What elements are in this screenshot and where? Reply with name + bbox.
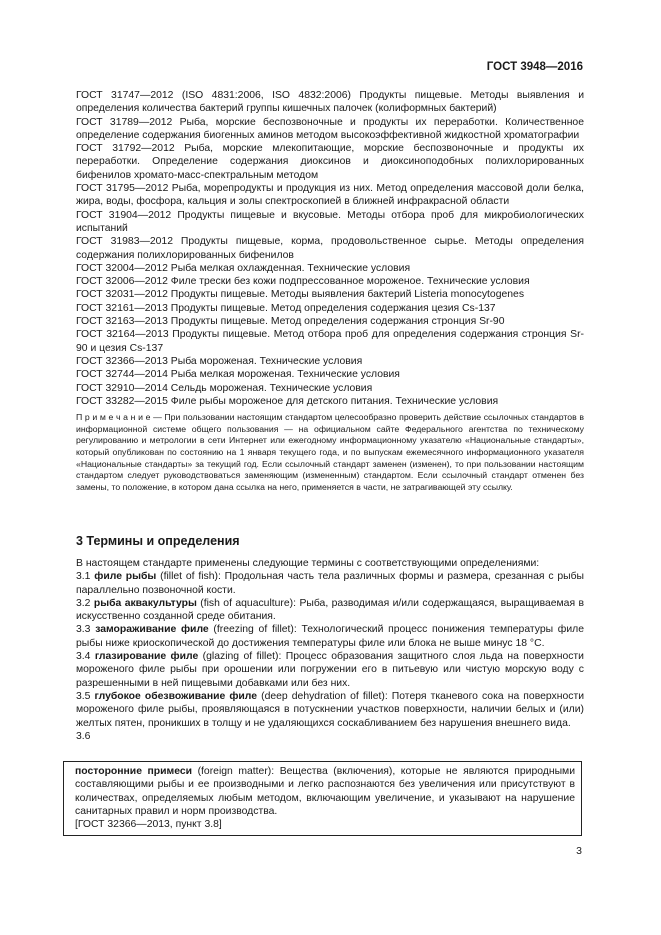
document-id-header: ГОСТ 3948—2016 — [486, 61, 583, 73]
reference-text: ГОСТ 32163—2013 Продукты пищевые. Метод определения содержания стронция Sr-90 — [76, 316, 505, 328]
term-english: (fish of aquaculture): — [196, 597, 300, 609]
term-english: (glazing of fillet): — [198, 651, 286, 663]
term-definition: Процесс образования защитного слоя льда на поверхности мороженого филе рыбы при орошении или погружении его в питьевую или чистую морскую воду с разрешенными в ней пищевыми добавками или без них. — [76, 651, 584, 689]
reference-item — [76, 368, 584, 381]
normative-references-list — [76, 89, 584, 493]
term-english: (fillet of fish): — [156, 571, 225, 583]
section-title: 3 Термины и определения — [76, 534, 240, 548]
term-name: глубокое обезвоживание филе — [94, 690, 258, 702]
note-text: — При пользовании настоящим стандартом целесообразно проверить действие ссылочных стандартов в информационной системе общего пользования — на официальном сайте Федерального агентства по техническому регулированию и метрологии в сети Интернет или ежегодному информационному указателю «Национальные стандарты», который опубликован по состоянию на 1 января текущего года, и по выпускам ежемесячного информационного указателя «Национальные стандарты» за текущий год. Если ссылочный стандарт заменен (изменен), то при пользовании настоящим стандартом следует руководствоваться заменяющим (измененным) стандартом. Если ссылочный стандарт отменен без замены, то положение, в котором дана ссылка на него, применяется в части, не затрагивающей эту ссылку. — [76, 412, 584, 492]
reference-text: ГОСТ 31795—2012 Рыба, морепродукты и продукция из них. Метод определения массовой доли белка, жира, воды, фосфора, кальция и золы спектроскопией в ближней инфракрасной области — [76, 183, 584, 208]
term-definition: Потеря тканевого сока на поверхности мороженого филе рыбы, проявляющаяся в потускнении участков поверхности, наличии белых и (или) желтых пятен, проникших в толщу и не удаляющихся соскабливанием без нарушения внешнего вида. — [76, 690, 585, 729]
term-number: 3.5 — [76, 690, 91, 702]
term-number: 3.2 — [76, 597, 91, 609]
term-name: филе рыбы — [94, 571, 157, 583]
reference-item — [76, 288, 584, 301]
term-source: [ГОСТ 32366—2013, пункт 3.8] — [75, 819, 222, 831]
reference-item — [76, 142, 584, 182]
term-entry — [76, 650, 584, 690]
reference-text: ГОСТ 32366—2013 Рыба мороженая. Технические условия — [76, 355, 363, 367]
reference-text: ГОСТ 31904—2012 Продукты пищевые и вкусовые. Методы отбора проб для микробиологических испытаний — [76, 209, 584, 234]
section-intro: В настоящем стандарте применены следующие термины с соответствующими определениями: — [76, 558, 540, 569]
reference-text: ГОСТ 32910—2014 Сельдь мороженая. Технические условия — [76, 382, 373, 394]
term-definition: Рыба, разводимая и/или содержащаяся, выращиваемая в искусственно созданной среде обитания. — [76, 597, 585, 623]
term-number: 3.4 — [76, 651, 91, 663]
term-definition: Технологический процесс понижения температуры филе рыбы ниже криоскопической до достижения температуры филе или блока не выше минус 18 °С. — [76, 624, 585, 649]
term-name: рыба аквакультуры — [93, 597, 197, 609]
reference-item — [76, 235, 584, 262]
term-name: посторонние примеси — [75, 766, 193, 777]
reference-item — [76, 328, 584, 355]
reference-text: ГОСТ 31983—2012 Продукты пищевые, корма, продовольственное сырье. Методы определения содержания полихлорированных бифенилов — [76, 236, 584, 261]
term-name: замораживание филе — [95, 624, 209, 636]
reference-text: ГОСТ 33282—2015 Филе рыбы мороженое для детского питания. Технические условия — [76, 395, 499, 407]
reference-item — [76, 262, 584, 275]
term-number-3-6: 3.6 — [76, 730, 91, 742]
term-english: (freezing of fillet): — [208, 624, 302, 636]
term-definition: Продольная часть тела различных формы и размера, срезанная с рыбы параллельно позвоночной кости. — [76, 571, 585, 596]
note-label: П р и м е ч а н и е — [76, 412, 151, 423]
reference-item — [76, 116, 584, 143]
reference-item — [76, 275, 584, 288]
term-entry — [76, 690, 584, 730]
reference-item — [76, 209, 584, 236]
term-entry — [76, 570, 584, 597]
reference-text: ГОСТ 32031—2012 Продукты пищевые. Методы выявления бактерий Listeria monocytogenes — [76, 289, 525, 301]
reference-text: ГОСТ 31747—2012 (ISO 4831:2006, ISO 4832:2006) Продукты пищевые. Методы выявления и определения количества бактерий группы кишечных палочек (колиформных бактерий) — [76, 90, 584, 115]
note-paragraph — [76, 412, 584, 493]
boxed-term-entry — [63, 761, 582, 836]
reference-item — [76, 395, 584, 408]
term-entry — [76, 597, 584, 624]
term-entry — [76, 623, 584, 650]
reference-text: ГОСТ 32006—2012 Филе трески без кожи подпрессованное мороженое. Технические условия — [76, 276, 530, 288]
reference-item — [76, 302, 584, 315]
reference-text: ГОСТ 32004—2012 Рыба мелкая охлажденная. Технические условия — [76, 262, 411, 274]
reference-item — [76, 89, 584, 116]
boxed-term-text — [75, 765, 575, 818]
term-name: глазирование филе — [94, 651, 199, 663]
reference-item — [76, 382, 584, 395]
reference-text: ГОСТ 32164—2013 Продукты пищевые. Метод отбора проб для определения содержания стронция Sr-90 и цезия Cs-137 — [76, 329, 584, 354]
term-number: 3.3 — [76, 624, 91, 636]
term-english: (deep dehydration of fillet): — [257, 690, 392, 702]
reference-text: ГОСТ 31789—2012 Рыба, морские беспозвоночные и продукты их переработки. Количественное определение содержания биогенных аминов методом высокоэффективной жидкостной хроматографии — [76, 116, 584, 141]
reference-item — [76, 355, 584, 368]
page-number: 3 — [576, 845, 582, 857]
reference-text: ГОСТ 31792—2012 Рыба, морские млекопитающие, морские беспозвоночные и продукты их переработки. Определение содержания диоксинов и диоксиноподобных полихлорированных бифенилов хромато-масс-спектральным методом — [76, 143, 584, 181]
reference-item — [76, 315, 584, 328]
reference-text: ГОСТ 32161—2013 Продукты пищевые. Метод определения содержания цезия Cs-137 — [76, 302, 496, 314]
reference-text: ГОСТ 32744—2014 Рыба мелкая мороженая. Технические условия — [76, 369, 400, 381]
term-english: (foreign matter): — [192, 766, 280, 777]
terms-section — [76, 557, 584, 743]
term-definition: Вещества (включения), которые не являются природными составляющими рыбы и ее производными и легко распознаются без увеличения или присутствуют в количествах, определяемых любым методом, включающим увеличение, и указывают на нарушение санитарных правил и норм производства. — [75, 766, 575, 817]
term-number: 3.1 — [76, 571, 91, 583]
reference-item — [76, 182, 584, 209]
